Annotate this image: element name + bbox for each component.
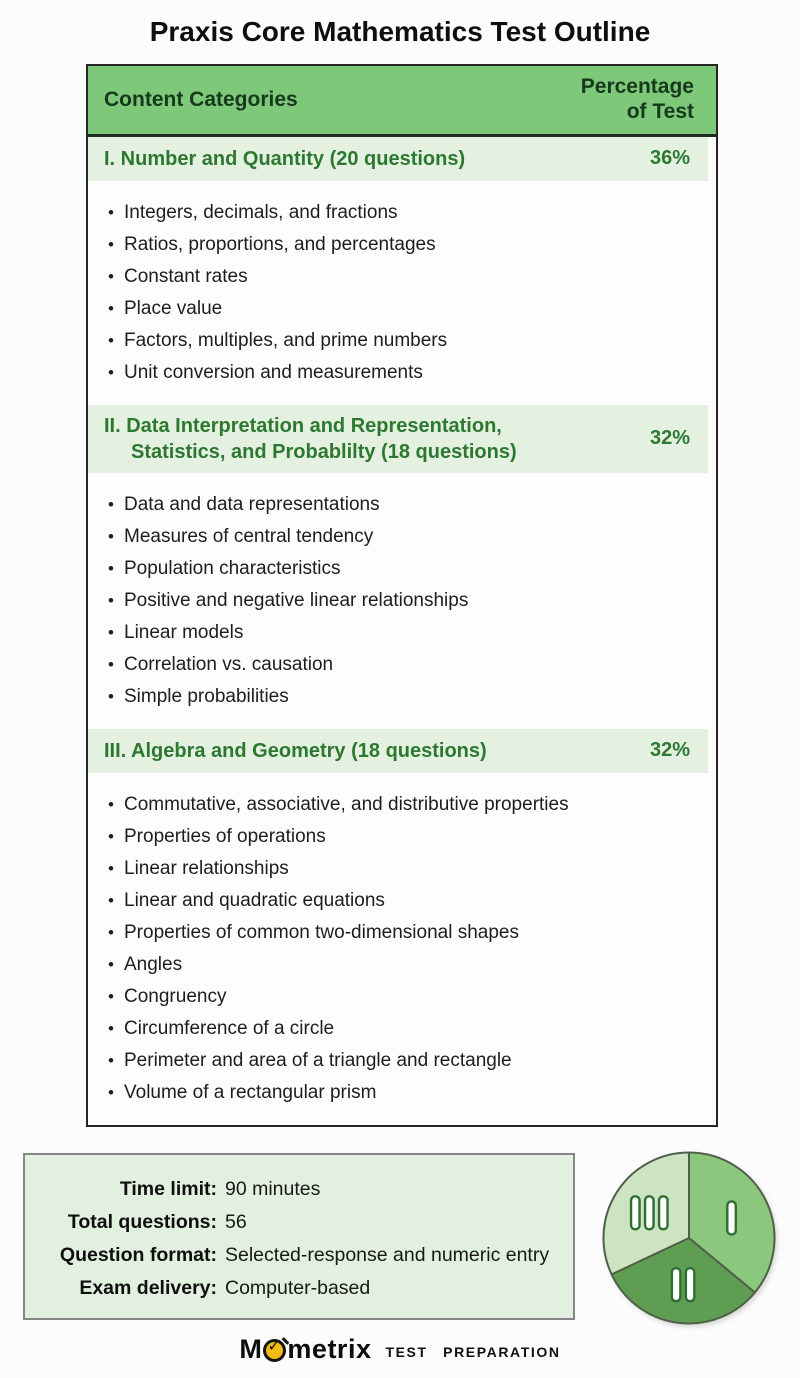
pie-chart — [601, 1150, 777, 1326]
topic-label: Linear relationships — [124, 857, 289, 879]
bullet-icon: • — [108, 590, 114, 610]
page-title: Praxis Core Mathematics Test Outline — [149, 16, 651, 47]
list-item — [108, 681, 698, 713]
list-item — [108, 521, 698, 553]
topic-label: Angles — [124, 953, 183, 975]
list-item — [108, 357, 698, 389]
info-label: Question format: — [59, 1244, 217, 1266]
list-item — [108, 197, 698, 229]
pie-numeral-bar-II — [672, 1268, 681, 1301]
list-item — [108, 917, 698, 949]
pie-numeral-bar-III — [631, 1196, 640, 1229]
brand-suffix: metrix — [287, 1334, 372, 1364]
topic-label: Factors, multiples, and prime numbers — [124, 329, 448, 351]
bullet-icon: • — [108, 1050, 114, 1070]
list-item — [108, 293, 698, 325]
topic-label: Measures of central tendency — [124, 525, 374, 547]
pie-numeral-bar-I — [727, 1201, 736, 1234]
bullet-icon: • — [108, 986, 114, 1006]
topic-list-3 — [88, 773, 716, 1125]
info-value: Selected-response and numeric entry — [225, 1244, 550, 1266]
bullet-icon: • — [108, 1082, 114, 1102]
bullet-icon: • — [108, 298, 114, 318]
bullet-icon: • — [108, 826, 114, 846]
list-item — [108, 489, 698, 521]
list-item — [108, 981, 698, 1013]
topic-label: Population characteristics — [124, 557, 341, 579]
bullet-icon: • — [108, 1018, 114, 1038]
content-outline-table — [86, 64, 718, 1127]
topic-label: Positive and negative linear relationships — [124, 589, 469, 611]
list-item — [108, 325, 698, 357]
list-item — [108, 1045, 698, 1077]
list-item — [108, 821, 698, 853]
topic-list-1 — [88, 181, 716, 405]
info-row-question-format — [25, 1239, 573, 1272]
bullet-icon: • — [108, 622, 114, 642]
bullet-icon: • — [108, 922, 114, 942]
list-item — [108, 229, 698, 261]
list-item — [108, 885, 698, 917]
brand-prefix: M — [239, 1334, 263, 1364]
bullet-icon: • — [108, 954, 114, 974]
category-heading: III. Algebra and Geometry (18 questions) — [104, 739, 487, 762]
pie-numeral-bar-III — [645, 1196, 654, 1229]
list-item — [108, 789, 698, 821]
bullet-icon: • — [108, 890, 114, 910]
content-categories-header: Content Categories — [104, 87, 298, 111]
category-percent: 32% — [649, 739, 690, 762]
brand-tagline: TEST PREPARATION — [385, 1343, 561, 1360]
topic-label: Ratios, proportions, and percentages — [124, 233, 436, 255]
list-item — [108, 585, 698, 617]
percentage-of-test-header: Percentage of Test — [580, 75, 694, 123]
info-row-exam-delivery — [25, 1272, 573, 1305]
list-item — [108, 853, 698, 885]
topic-label: Properties of operations — [124, 825, 326, 847]
bullet-icon: • — [108, 494, 114, 514]
category-percent: 36% — [649, 147, 690, 170]
topic-label: Properties of common two-dimensional shapes — [124, 921, 519, 943]
list-item — [108, 553, 698, 585]
info-value: Computer-based — [225, 1277, 371, 1299]
topic-label: Congruency — [124, 985, 227, 1007]
list-item — [108, 649, 698, 681]
info-row-time-limit — [25, 1173, 573, 1206]
list-item — [108, 617, 698, 649]
brand-footer — [0, 1334, 800, 1365]
topic-label: Constant rates — [124, 265, 248, 287]
category-row-number-quantity — [88, 137, 708, 181]
bullet-icon: • — [108, 362, 114, 382]
exam-info-box — [23, 1153, 575, 1320]
pie-numeral-bar-II — [686, 1268, 695, 1301]
bullet-icon: • — [108, 794, 114, 814]
bullet-icon: • — [108, 558, 114, 578]
topic-list-2 — [88, 473, 716, 729]
list-item — [108, 261, 698, 293]
topic-label: Perimeter and area of a triangle and rectangle — [124, 1049, 512, 1071]
topic-label: Linear and quadratic equations — [124, 889, 385, 911]
info-label: Exam delivery: — [79, 1277, 217, 1299]
topic-label: Linear models — [124, 621, 244, 643]
category-heading: II. Data Interpretation and Representation, Statistics, and Probablilty (18 questions) — [104, 414, 517, 463]
pie-numeral-bar-III — [659, 1196, 668, 1229]
bullet-icon: • — [108, 202, 114, 222]
bullet-icon: • — [108, 858, 114, 878]
info-value: 90 minutes — [225, 1178, 321, 1200]
mometrix-clock-check-icon: ✓ — [263, 1339, 286, 1362]
bullet-icon: • — [108, 266, 114, 286]
list-item — [108, 1013, 698, 1045]
info-value: 56 — [225, 1211, 247, 1233]
category-row-data-statistics — [88, 405, 708, 473]
category-heading: I. Number and Quantity (20 questions) — [104, 147, 466, 170]
info-row-total-questions — [25, 1206, 573, 1239]
category-row-algebra-geometry — [88, 729, 708, 773]
topic-label: Unit conversion and measurements — [124, 361, 423, 383]
topic-label: Integers, decimals, and fractions — [124, 201, 398, 223]
table-header-row — [88, 66, 716, 137]
mometrix-logo — [239, 1334, 371, 1365]
bullet-icon: • — [108, 234, 114, 254]
info-label: Total questions: — [67, 1211, 217, 1233]
list-item — [108, 1077, 698, 1109]
info-label: Time limit: — [119, 1178, 217, 1200]
bullet-icon: • — [108, 330, 114, 350]
topic-label: Simple probabilities — [124, 685, 289, 707]
topic-label: Data and data representations — [124, 493, 380, 515]
topic-label: Correlation vs. causation — [124, 653, 334, 675]
bullet-icon: • — [108, 654, 114, 674]
list-item — [108, 949, 698, 981]
topic-label: Place value — [124, 297, 223, 319]
category-percent: 32% — [649, 427, 690, 450]
topic-label: Commutative, associative, and distributive properties — [124, 793, 569, 815]
bullet-icon: • — [108, 526, 114, 546]
topic-label: Volume of a rectangular prism — [124, 1081, 377, 1103]
bullet-icon: • — [108, 686, 114, 706]
topic-label: Circumference of a circle — [124, 1017, 335, 1039]
